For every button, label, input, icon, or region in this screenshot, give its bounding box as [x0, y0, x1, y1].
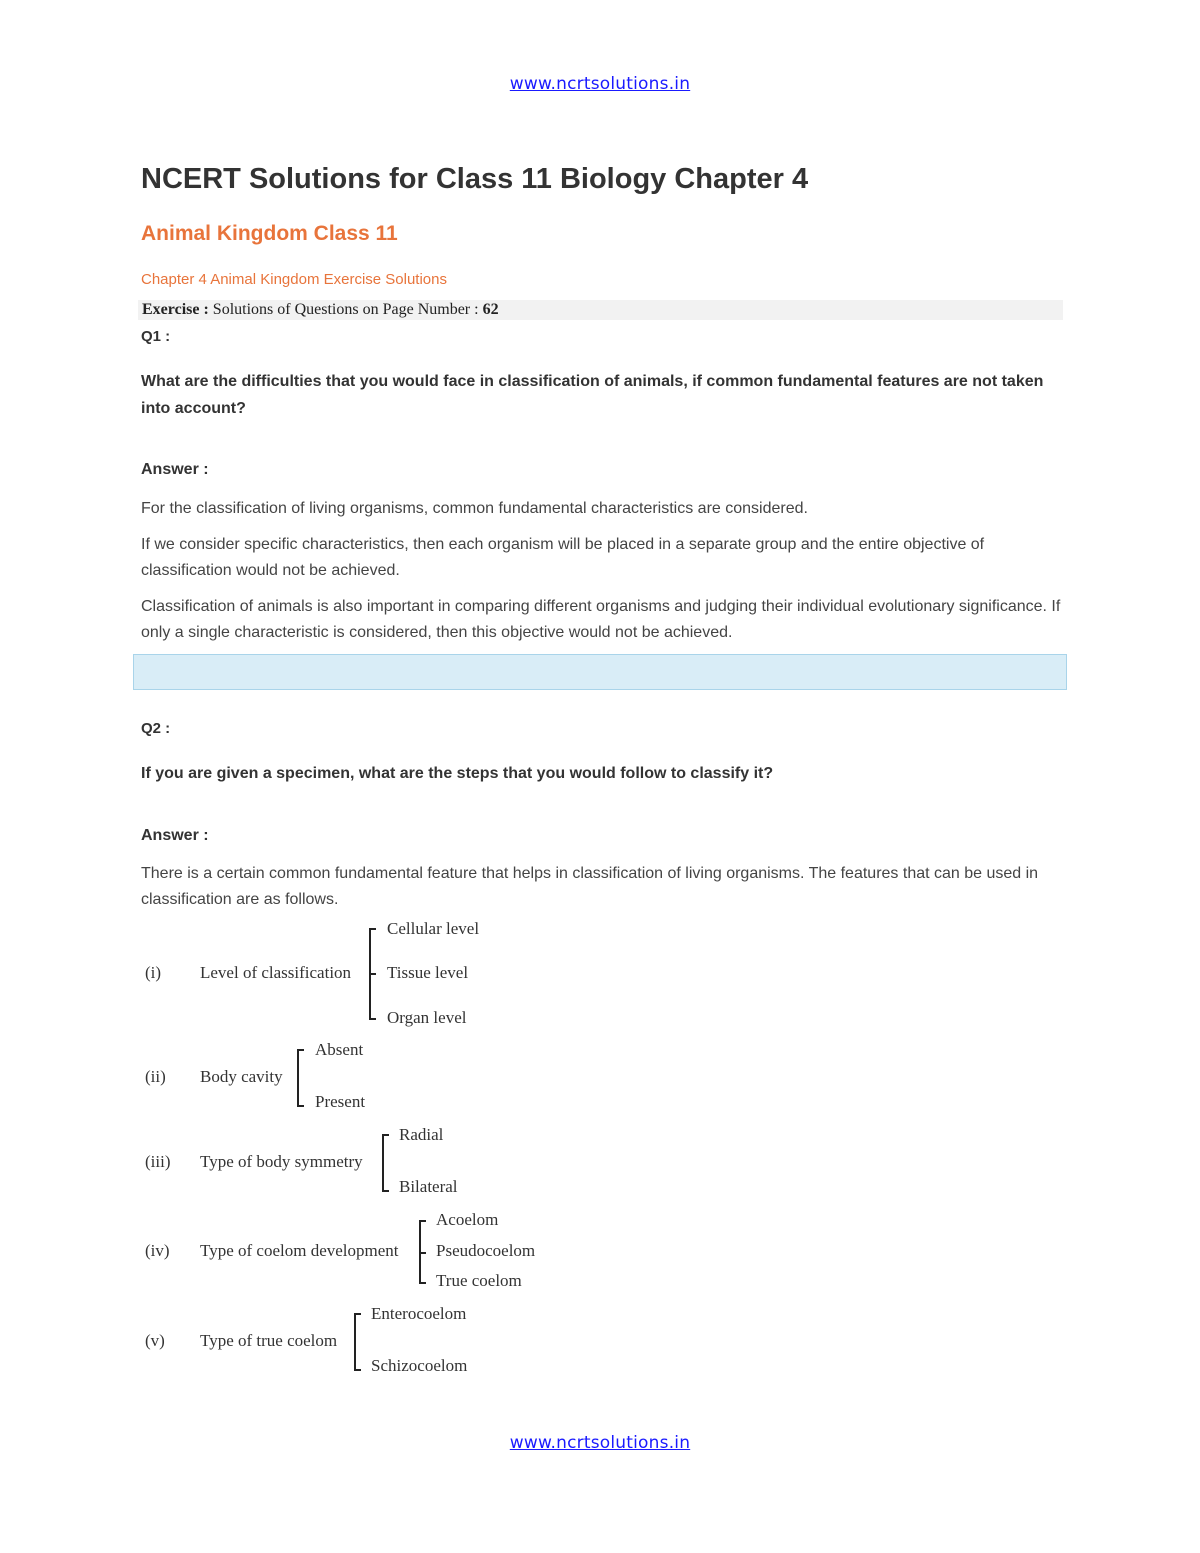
classification-option: Schizocoelom — [371, 1356, 468, 1375]
classification-name: Level of classification — [200, 963, 352, 982]
bracket-tick — [420, 1282, 426, 1284]
classification-option: Radial — [399, 1125, 444, 1144]
section-label: Chapter 4 Animal Kingdom Exercise Solutions — [141, 271, 447, 288]
separator-box — [133, 654, 1067, 690]
bracket-tick — [355, 1369, 361, 1371]
classification-number: (iii) — [145, 1152, 171, 1171]
bracket — [297, 1049, 299, 1107]
q2-label: Q2 : — [141, 720, 171, 737]
bracket-tick — [370, 928, 376, 930]
page-subtitle: Animal Kingdom Class 11 — [141, 222, 398, 245]
exercise-prefix: Exercise : — [142, 301, 209, 318]
q1-label: Q1 : — [141, 328, 171, 345]
classification-option: Cellular level — [387, 919, 480, 938]
classification-option: Acoelom — [436, 1210, 499, 1229]
classification-name: Type of body symmetry — [200, 1152, 363, 1171]
classification-option: Present — [315, 1092, 366, 1111]
bracket-tick — [355, 1313, 361, 1315]
bracket-tick — [298, 1049, 304, 1051]
classification-number: (ii) — [145, 1067, 166, 1086]
q1-question: What are the difficulties that you would face in classification of animals, if common fundamental features are not taken into account? — [141, 373, 1044, 417]
q1-answer-paragraph: For the classification of living organisms, common fundamental characteristics are considered. — [141, 500, 808, 517]
bracket — [354, 1313, 356, 1371]
exercise-text: Solutions of Questions on Page Number : — [212, 301, 479, 318]
page-title: NCERT Solutions for Class 11 Biology Chapter 4 — [141, 163, 809, 195]
classification-number: (v) — [145, 1331, 165, 1350]
exercise-page-number: 62 — [482, 301, 499, 318]
footer-site-link[interactable]: www.ncrtsolutions.in — [509, 1433, 691, 1453]
q1-answer-label: Answer : — [141, 461, 209, 478]
bracket-tick — [370, 1018, 376, 1020]
classification-name: Type of coelom development — [200, 1241, 399, 1260]
classification-option: Pseudocoelom — [436, 1241, 536, 1260]
bracket — [382, 1134, 384, 1192]
exercise-info — [142, 301, 499, 319]
bracket-tick — [420, 1220, 426, 1222]
bracket-tick — [298, 1105, 304, 1107]
classification-name: Type of true coelom — [200, 1331, 338, 1350]
classification-option: Tissue level — [387, 963, 469, 982]
q2-answer-label: Answer : — [141, 827, 209, 844]
bracket-tick — [420, 1252, 426, 1254]
q2-question: If you are given a specimen, what are the steps that you would follow to classify it? — [141, 765, 774, 782]
q2-answer-paragraph: There is a certain common fundamental feature that helps in classification of living organisms. The features that can be used in classification are as follows. — [141, 865, 1039, 908]
classification-number: (iv) — [145, 1241, 170, 1260]
classification-option: Organ level — [387, 1008, 467, 1027]
classification-name: Body cavity — [200, 1067, 283, 1086]
bracket-tick — [383, 1134, 389, 1136]
header-site-link[interactable]: www.ncrtsolutions.in — [509, 74, 691, 94]
classification-option: True coelom — [436, 1271, 522, 1290]
classification-option: Absent — [315, 1040, 364, 1059]
bracket-tick — [370, 973, 376, 975]
bracket-tick — [383, 1190, 389, 1192]
classification-option: Bilateral — [399, 1177, 458, 1196]
q1-answer-paragraph: Classification of animals is also important in comparing different organisms and judging their individual evolutionary significance. If only a single characteristic is considered, then this objective would not be achieved. — [141, 598, 1061, 641]
classification-number: (i) — [145, 963, 162, 982]
classification-option: Enterocoelom — [371, 1304, 467, 1323]
q1-answer-paragraph: If we consider specific characteristics, then each organism will be placed in a separate group and the entire objective of classification would not be achieved. — [141, 536, 985, 579]
